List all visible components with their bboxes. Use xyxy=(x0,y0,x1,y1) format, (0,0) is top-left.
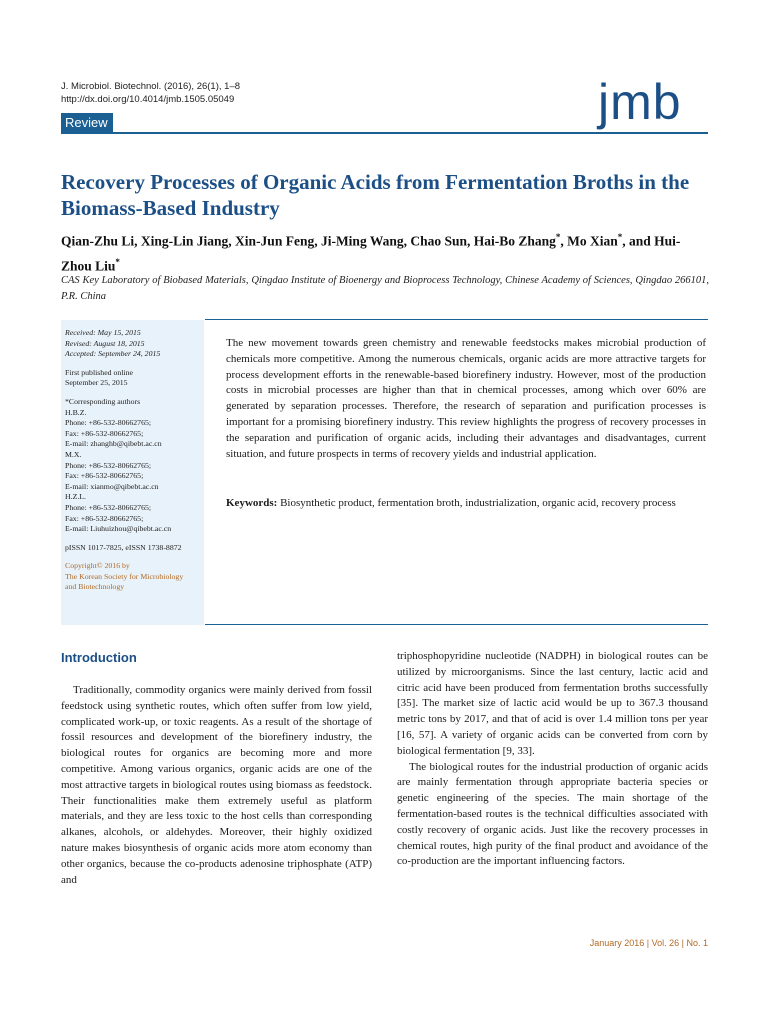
email-link[interactable]: E-mail: Liuhuizhou@qibebt.ac.cn xyxy=(65,524,172,534)
keywords-text: Biosynthetic product, fermentation broth, industrialization, organic acid, recovery process xyxy=(277,497,676,509)
body-column-right xyxy=(397,649,708,870)
abstract-top-rule xyxy=(205,319,708,320)
email-link[interactable]: E-mail: zhanghb@qibebt.ac.cn xyxy=(65,439,162,449)
authors-part-3: , and Hui-Zhou Liu xyxy=(61,233,681,273)
fax: Fax: +86-532-80662765; xyxy=(65,471,144,481)
email-link[interactable]: E-mail: xianmo@qibebt.ac.cn xyxy=(65,481,159,491)
corresponding-mark: * xyxy=(555,232,561,242)
keywords-label: Keywords: xyxy=(226,497,278,509)
copyright-line: The Korean Society for Microbiology xyxy=(65,571,184,581)
fax: Fax: +86-532-80662765; xyxy=(65,428,144,438)
article-info-sidebar xyxy=(61,320,204,625)
header-divider xyxy=(61,132,708,134)
keywords xyxy=(226,496,706,512)
copyright-line: and Biotechnology xyxy=(65,582,125,592)
published-date: September 25, 2015 xyxy=(65,378,128,388)
phone: Phone: +86-532-80662765; xyxy=(65,460,152,470)
authors-part-2: , Mo Xian xyxy=(560,233,618,249)
section-heading: Introduction xyxy=(61,650,137,665)
revised-date: Revised: August 18, 2015 xyxy=(65,338,145,348)
paragraph: The biological routes for the industrial production of organic acids are mainly fermentation through appropriate bacteria species or genetic engineering of the species. The main shortage of the fermentation-based routes is the technical difficulties associated with costly recovery of organic acids. Just like the recovery processes in chemical routes, high purity of the final product and avoidance of the co-production are the important influencing factors. xyxy=(397,760,708,868)
corresponding-mark: * xyxy=(115,256,120,267)
body-column-left xyxy=(61,683,372,888)
author-list xyxy=(61,227,701,276)
journal-citation: J. Microbiol. Biotechnol. (2016), 26(1), 1–8 xyxy=(61,81,241,92)
corresponding-label: *Corresponding authors xyxy=(65,396,141,406)
published-label: First published online xyxy=(65,367,134,377)
paragraph: triphosphopyridine nucleotide (NADPH) in biological routes can be utilized by microorganisms. Since the last century, lactic acid and citric acid have been produced from fermentation broths successfully [35]. The market size of lactic acid would be up to 367.3 thousand metric tons by 2017, and that of acid is over 1.4 million tons per year [16, 57]. A variety of organic acids can be converted from corn by biological fermentation [9, 33]. xyxy=(397,650,708,757)
page-footer: January 2016 | Vol. 26 | No. 1 xyxy=(589,938,708,948)
article-title: Recovery Processes of Organic Acids from Fermentation Broths in the Biomass-Based Industry xyxy=(61,170,690,220)
author-initials: H.Z.L. xyxy=(65,492,87,502)
author-initials: H.B.Z. xyxy=(65,407,87,417)
authors-part-1: Qian-Zhu Li, Xing-Lin Jiang, Xin-Jun Feng, Ji-Ming Wang, Chao Sun, Hai-Bo Zhang xyxy=(61,233,556,249)
phone: Phone: +86-532-80662765; xyxy=(65,502,152,512)
affiliation: CAS Key Laboratory of Biobased Materials, Qingdao Institute of Bioenergy and Bioprocess Technology, Chinese Academy of Sciences, Qingdao 266101, P.R. China xyxy=(61,275,709,302)
abstract-bottom-rule xyxy=(205,624,708,625)
article-type-badge: Review xyxy=(61,113,113,133)
phone: Phone: +86-532-80662765; xyxy=(65,418,152,428)
received-date: Received: May 15, 2015 xyxy=(65,328,141,337)
citation-block xyxy=(61,80,240,106)
fax: Fax: +86-532-80662765; xyxy=(65,513,144,523)
issn: pISSN 1017-7825, eISSN 1738-8872 xyxy=(65,542,182,552)
accepted-date: Accepted: September 24, 2015 xyxy=(65,349,161,359)
author-initials: M.X. xyxy=(65,449,82,459)
journal-logo: jmb xyxy=(598,74,682,130)
corresponding-mark: * xyxy=(617,232,623,242)
paragraph: Traditionally, commodity organics were mainly derived from fossil feedstock using synthetic routes, which often suffer from low yield, complicated work-up, or toxic reagents. As a result of the shortage of fossil resources and development of the biorefinery industry, the biological routes for organics are becoming more and more competitive. Among various organics, organic acids are one of the most attractive targets in biological routes using biomass as feedstock. Their functionalities make them extremely useful as platform materials, and they are less toxic to the host cells than corresponding alkanes, alcohols, or aldehydes. Moreover, their highly oxidized nature makes biosynthesis of organic acids more atom economy than other organics, because the co-products adenosine triphosphate (ATP) and xyxy=(61,684,372,886)
abstract-text: The new movement towards green chemistry and renewable feedstocks makes microbial production of chemicals more competitive. Among the numerous chemicals, organic acids are more attractive targets for process development efforts in the renewable-based biorefinery industry. However, most of the production costs in microbial processes are higher than that in chemical processes, among which over 60% are generated by separation processes. Therefore, the research of separation and purification processes is important for a promising biorefinery industry. This review highlights the progress of recovery processes in the separation and purification of organic acids, including their advantages and disadvantages, current situation, and future prospects in terms of recovery yields and industrial application. xyxy=(226,337,706,460)
copyright-line: Copyright© 2016 by xyxy=(65,561,130,571)
doi-link[interactable]: http://dx.doi.org/10.4014/jmb.1505.05049 xyxy=(61,94,235,105)
